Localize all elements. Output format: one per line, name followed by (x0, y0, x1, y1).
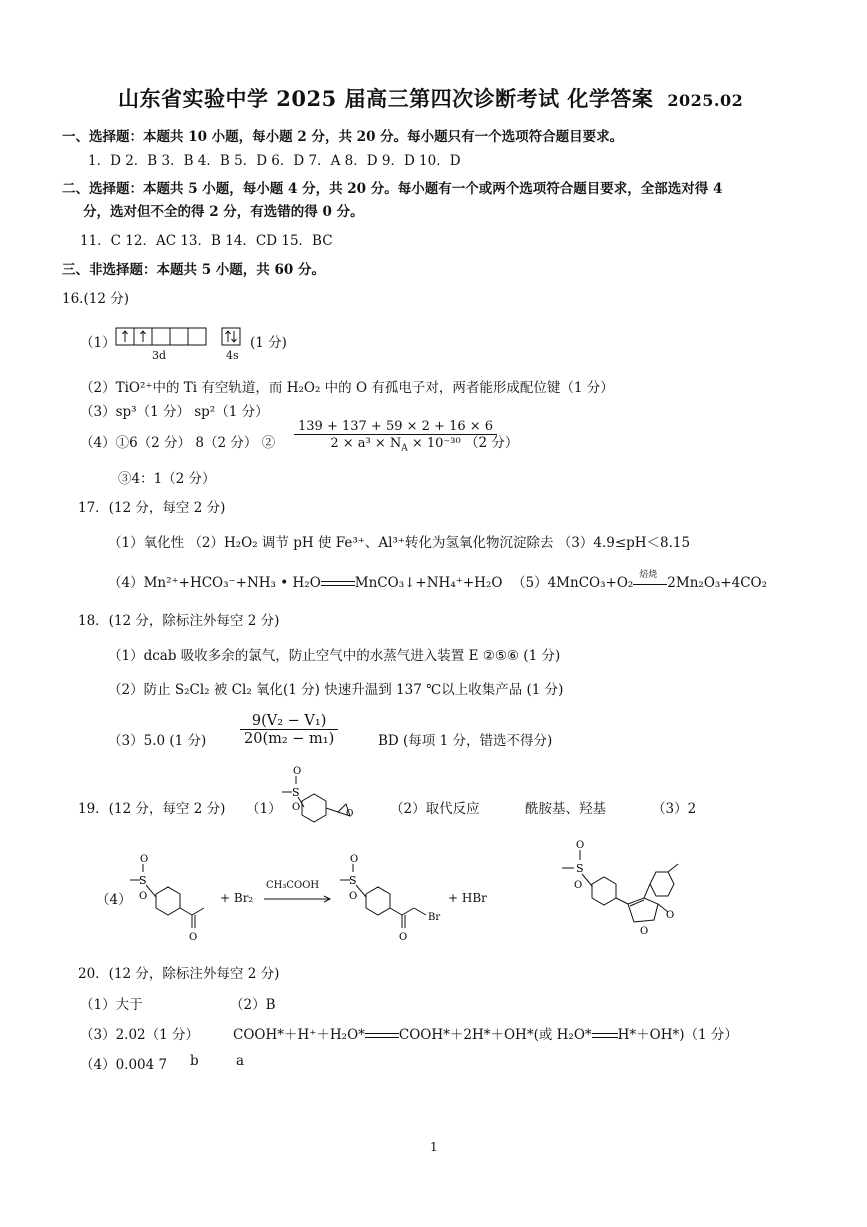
q19-s4b-o-carbonyl: O (399, 932, 408, 943)
q16-p2: （2）TiO²⁺中的 Ti 有空轨道，而 H₂O₂ 中的 O 有孤电子对，两者能形成配位键（1 分） (80, 380, 614, 396)
q17-line2-products: MnCO₃↓+NH₄⁺+H₂O (354, 575, 503, 591)
section2-answers: 11．C 12．AC 13．B 14．CD 15．BC (80, 233, 333, 249)
section2-header-line1: 二、选择题：本题共 5 小题，每小题 4 分，共 20 分。每小题有一个或两个选项符合题目要求，全部选对得 4 (62, 181, 723, 197)
q20-header: 20．(12 分，除标注外每空 2 分) (78, 966, 280, 982)
q16-p1-score: (1 分) (250, 335, 287, 351)
reaction-arrow (633, 569, 667, 585)
q19-structure-furanone (560, 838, 700, 953)
q18-denominator: 20(m₂ − m₁) (240, 729, 338, 747)
equals-sign-2 (592, 1031, 618, 1041)
q16-p4-3: ③4：1（2 分） (118, 471, 216, 487)
q19-header: 19．(12 分，每空 2 分) (78, 801, 226, 817)
q20-p4: （4）0.004 7 (80, 1057, 168, 1073)
q19-s4a-o-carbonyl: O (189, 932, 198, 943)
q20-p3: （3）2.02（1 分） (80, 1027, 200, 1043)
q20-p1: （1）大于 (80, 997, 143, 1013)
section1-answers: 1．D 2．B 3．B 4．B 5．D 6．D 7．A 8．D 9．D 10．D (88, 153, 461, 169)
q16-p4-den-tail: × 10⁻³⁰ (407, 436, 461, 451)
q19-s5-s-atom: S (576, 862, 584, 875)
q18-fraction (240, 713, 338, 747)
q18-line3: （3）5.0 (1 分) (108, 733, 207, 749)
q20-eq-right: COOH*＋2H*＋OH*(或 H₂O* (398, 1027, 592, 1043)
q19-s4a-o-top: O (140, 854, 149, 865)
section1-header: 一、选择题：本题共 10 小题，每小题 2 分，共 20 分。每小题只有一个选项符合题目要求。 (62, 129, 624, 145)
q19-p4-plus-hbr: + HBr (448, 891, 487, 905)
q20-p4-b: b (190, 1053, 199, 1069)
q19-p1-label: （1） (246, 801, 282, 817)
q17-line2-part5-products: 2Mn₂O₃+4CO₂ (667, 575, 768, 591)
q20-eq-tail: H*＋OH*)（1 分） (617, 1027, 738, 1043)
q19-s5-o-carbonyl: O (666, 910, 675, 921)
reaction-arrow-icon (262, 894, 334, 904)
orbital-4s-label: 4s (226, 349, 239, 362)
q19-s1-o-epoxide: O (346, 809, 354, 819)
q17-line2-part5 (512, 571, 767, 591)
q17-line2 (108, 571, 502, 591)
q19-s4b-s-atom: S (349, 874, 357, 887)
q16-p1-label: （1） (80, 335, 116, 351)
q18-line2: （2）防止 S₂Cl₂ 被 Cl₂ 氧化(1 分) 快速升温到 137 ℃以上收集产品 (1 分) (108, 682, 564, 698)
title-date: 2025.02 (667, 91, 744, 110)
q16-p4: （4）①6（2 分） 8（2 分） ② (80, 435, 276, 451)
q19-s4b-o-bottom: O (349, 891, 358, 902)
q19-s5-o-ring: O (640, 926, 649, 937)
q17-line2-part5-reactants: （5）4MnCO₃+O₂ (512, 575, 634, 591)
q18-numerator: 9(V₂ − V₁) (251, 713, 327, 729)
q16-p4-den-sub: A (401, 443, 408, 454)
q16-p4-numerator: 139 + 137 + 59 × 2 + 16 × 6 (298, 419, 494, 434)
q19-p4-condition: CH₃COOH (266, 880, 320, 891)
q19-s4a-o-bottom: O (139, 891, 148, 902)
q19-s5-o-top: O (576, 840, 585, 851)
q19-s4a-s-atom: S (139, 874, 147, 887)
q18-line1: （1）dcab 吸收多余的氯气，防止空气中的水蒸气进入装置 E ②⑤⑥ (1 分) (108, 648, 561, 664)
q20-p4-a: a (236, 1053, 245, 1069)
page-number: 1 (430, 1140, 438, 1154)
q18-header: 18．(12 分，除标注外每空 2 分) (78, 613, 280, 629)
q19-structure-bromoketone (338, 852, 448, 947)
q16-p4-score: （2 分） (465, 435, 519, 451)
q16-header: 16.(12 分) (62, 291, 129, 307)
q19-s1-o-bottom: O (292, 802, 301, 813)
q19-s5-o-bottom: O (574, 880, 583, 891)
q19-p3: （3）2 (652, 801, 697, 817)
section3-header: 三、非选择题：本题共 5 小题，共 60 分。 (62, 262, 325, 278)
q19-structure-epoxide (278, 764, 378, 834)
q18-line3-tail: BD (每项 1 分，错选不得分) (378, 733, 553, 749)
orbital-3d-label: 3d (152, 349, 167, 362)
reaction-condition: 焙烧 (639, 569, 658, 580)
equals-sign (365, 1031, 399, 1041)
orbital-3d-boxes (116, 328, 206, 345)
double-arrow-sign (321, 579, 355, 589)
q17-line2-reactants: （4）Mn²⁺+HCO₃⁻+NH₃ • H₂O (108, 575, 321, 591)
q19-s1-atom: S (292, 786, 300, 799)
q19-s1-o-top: O (293, 766, 302, 777)
q17-header: 17．(12 分，每空 2 分) (78, 500, 226, 516)
orbital-4s-box (222, 328, 240, 345)
title-text: 山东省实验中学 2025 届高三第四次诊断考试 化学答案 (118, 86, 654, 111)
q19-p4-plus-br2: + Br₂ (220, 891, 254, 905)
q19-s4b-br-atom: Br (428, 912, 441, 923)
q19-p4-label: （4） (96, 892, 132, 908)
q19-p2b: 酰胺基、羟基 (525, 801, 606, 817)
q17-line1: （1）氧化性 （2）H₂O₂ 调节 pH 使 Fe³⁺、Al³⁺转化为氢氧化物沉淀除去 （3）4.9≤pH＜8.15 (108, 535, 691, 551)
section2-header-line2: 分，选对但不全的得 2 分，有选错的得 0 分。 (83, 204, 364, 220)
q19-s4b-o-top: O (350, 854, 359, 865)
q19-structure-acetophenone (128, 852, 218, 947)
q16-p4-den-main: 2 × a³ × N (330, 436, 402, 451)
q16-p3: （3）sp³（1 分） sp²（1 分） (80, 404, 269, 420)
q20-eq-left: COOH*＋H⁺＋H₂O* (233, 1027, 365, 1043)
q20-p3-equation (233, 1023, 738, 1043)
page-title (118, 83, 743, 113)
q19-p2: （2）取代反应 (390, 801, 480, 817)
q20-p2: （2）B (230, 997, 276, 1013)
